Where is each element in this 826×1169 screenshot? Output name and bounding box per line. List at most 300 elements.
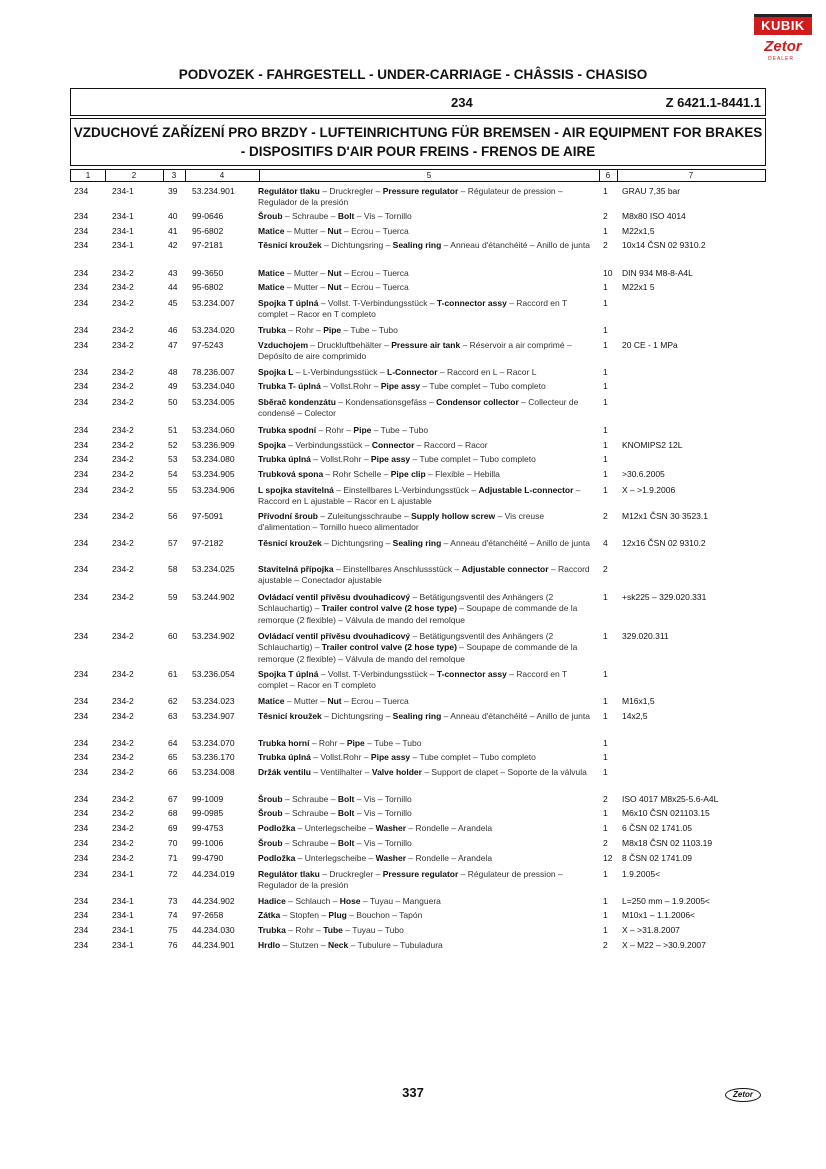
description-german: – Schraube – — [282, 808, 338, 818]
description-german: – Druckluftbehälter – — [308, 340, 392, 350]
col-part-number: 97-5091 — [192, 511, 224, 521]
col-group: 234 — [74, 240, 89, 250]
col-quantity: 1 — [603, 592, 608, 602]
col-quantity: 1 — [603, 325, 608, 335]
col-description — [258, 469, 596, 480]
col-description — [258, 869, 596, 892]
description-english: Valve holder — [371, 767, 422, 777]
description-english: Hose — [339, 896, 361, 906]
col-group: 234 — [74, 511, 89, 521]
col-subgroup: 234-1 — [112, 186, 134, 196]
description-other: – Flexible – Hebilla — [425, 469, 500, 479]
col-part-number: 99-4753 — [192, 823, 224, 833]
description-other: – Vis – Tornillo — [354, 808, 412, 818]
col-subgroup: 234-2 — [112, 823, 134, 833]
col-subgroup: 234-2 — [112, 838, 134, 848]
description-name: Hrdlo — [258, 940, 281, 950]
col-description — [258, 669, 596, 692]
col-part-number: 97-2658 — [192, 910, 224, 920]
description-other: – Support de clapet – Soporte de la válvula — [421, 767, 587, 777]
col-quantity: 1 — [603, 485, 608, 495]
col-part-number: 53.234.040 — [192, 381, 235, 391]
description-english: L-Connector — [387, 367, 438, 377]
kubik-zetor-logo — [754, 14, 812, 64]
description-german: – Betätigungsventil des Anhängers (2 Schlauchartig) – — [258, 631, 554, 653]
col-description — [258, 381, 596, 392]
col-note: 8 ČSN 02 1741.09 — [622, 853, 692, 863]
col-quantity: 1 — [603, 711, 608, 721]
col-group: 234 — [74, 325, 89, 335]
description-other: – Anneau d'étanchéité – Anillo de junta — [441, 538, 590, 548]
col-position: 44 — [168, 282, 178, 292]
col-description — [258, 211, 596, 222]
description-name: Regulátor tlaku — [258, 869, 320, 879]
col-quantity: 2 — [603, 564, 608, 574]
col-part-number: 53.244.902 — [192, 592, 235, 602]
description-name: Těsnicí kroužek — [258, 538, 322, 548]
description-name: Spojka — [258, 440, 286, 450]
description-name: Regulátor tlaku — [258, 186, 320, 196]
col-part-number: 53.234.008 — [192, 767, 235, 777]
description-german: – Ventilhalter – — [310, 767, 372, 777]
description-other: – Ecrou – Tuerca — [341, 226, 409, 236]
col-position: 63 — [168, 711, 178, 721]
description-name: Těsnicí kroužek — [258, 711, 322, 721]
col-note: M22x1,5 — [622, 226, 655, 236]
col-part-number: 78.236.007 — [192, 367, 235, 377]
col-position: 76 — [168, 940, 178, 950]
col-quantity: 2 — [603, 240, 608, 250]
col-description — [258, 564, 596, 587]
col-description — [258, 325, 596, 336]
col-quantity: 1 — [603, 752, 608, 762]
col-part-number: 53.234.060 — [192, 425, 235, 435]
col-note: L=250 mm – 1.9.2005< — [622, 896, 710, 906]
col-description — [258, 592, 596, 626]
col-subgroup: 234-2 — [112, 794, 134, 804]
col-quantity: 4 — [603, 538, 608, 548]
col-position: 43 — [168, 268, 178, 278]
col-note: 10x14 ČSN 02 9310.2 — [622, 240, 706, 250]
description-name: Ovládací ventil přívěsu dvouhadicový — [258, 592, 411, 602]
col-group: 234 — [74, 669, 89, 679]
description-name: Trubka spodní — [258, 425, 317, 435]
col-position: 42 — [168, 240, 178, 250]
column-header: 6 — [599, 170, 618, 181]
col-group: 234 — [74, 298, 89, 308]
col-group: 234 — [74, 340, 89, 350]
col-part-number: 99-1006 — [192, 838, 224, 848]
col-position: 41 — [168, 226, 178, 236]
col-subgroup: 234-2 — [112, 298, 134, 308]
col-note: 12x16 ČSN 02 9310.2 — [622, 538, 706, 548]
col-quantity: 1 — [603, 808, 608, 818]
col-position: 54 — [168, 469, 178, 479]
col-group: 234 — [74, 696, 89, 706]
col-description — [258, 910, 596, 921]
col-subgroup: 234-2 — [112, 696, 134, 706]
col-subgroup: 234-1 — [112, 910, 134, 920]
col-group: 234 — [74, 838, 89, 848]
description-name: Hadice — [258, 896, 286, 906]
description-german: – Unterlegscheibe – — [295, 823, 376, 833]
col-subgroup: 234-2 — [112, 767, 134, 777]
col-position: 70 — [168, 838, 178, 848]
col-quantity: 1 — [603, 367, 608, 377]
col-quantity: 1 — [603, 340, 608, 350]
description-english: Pipe assy — [370, 752, 411, 762]
col-subgroup: 234-1 — [112, 940, 134, 950]
col-part-number: 99-0646 — [192, 211, 224, 221]
col-subgroup: 234-2 — [112, 592, 134, 602]
description-name: Šroub — [258, 211, 283, 221]
col-group: 234 — [74, 454, 89, 464]
col-part-number: 53.234.902 — [192, 631, 235, 641]
description-other: – Tube complet – Tubo completo — [420, 381, 546, 391]
description-english: Pipe assy — [380, 381, 421, 391]
description-other: – Vis – Tornillo — [354, 838, 412, 848]
description-english: Bolt — [337, 838, 355, 848]
col-part-number: 97-5243 — [192, 340, 224, 350]
col-group: 234 — [74, 282, 89, 292]
section-title-line2: - DISPOSITIFS D'AIR POUR FREINS - FRENOS DE AIRE — [240, 144, 596, 159]
col-description — [258, 738, 596, 749]
col-position: 46 — [168, 325, 178, 335]
col-description — [258, 425, 596, 436]
col-quantity: 1 — [603, 669, 608, 679]
col-subgroup: 234-1 — [112, 896, 134, 906]
description-german: – Dichtungsring – — [321, 538, 393, 548]
col-position: 68 — [168, 808, 178, 818]
description-german: – Schraube – — [282, 211, 338, 221]
col-description — [258, 485, 596, 508]
column-header: 2 — [105, 170, 164, 181]
description-german: – Vollst.Rohr – — [310, 752, 371, 762]
description-german: – Rohr – — [309, 738, 347, 748]
column-header: 3 — [163, 170, 186, 181]
zetor-footer-logo: Zetor — [725, 1088, 761, 1102]
col-description — [258, 511, 596, 534]
col-position: 56 — [168, 511, 178, 521]
col-position: 60 — [168, 631, 178, 641]
description-other: – Vis – Tornillo — [354, 794, 412, 804]
col-quantity: 2 — [603, 794, 608, 804]
col-part-number: 53.234.080 — [192, 454, 235, 464]
col-quantity: 1 — [603, 910, 608, 920]
description-german: – Druckregler – — [319, 186, 383, 196]
description-name: Spojka L — [258, 367, 294, 377]
description-other: – Régulateur de pression – Regulador de la presión — [258, 186, 563, 208]
col-position: 74 — [168, 910, 178, 920]
description-other: – Bouchon – Tapón — [346, 910, 423, 920]
description-name: Těsnicí kroužek — [258, 240, 322, 250]
zetor-brand: Zetor — [764, 38, 802, 55]
col-part-number: 53.236.170 — [192, 752, 235, 762]
col-note: X – >1.9.2006 — [622, 485, 676, 495]
col-subgroup: 234-2 — [112, 440, 134, 450]
col-quantity: 1 — [603, 226, 608, 236]
col-quantity: 2 — [603, 838, 608, 848]
description-name: Matice — [258, 268, 285, 278]
col-note: KNOMIPS2 12L — [622, 440, 683, 450]
description-english: Trailer control valve (2 hose type) — [321, 642, 457, 653]
col-position: 39 — [168, 186, 178, 196]
col-quantity: 1 — [603, 381, 608, 391]
description-other: – Régulateur de pression – Regulador de la presión — [258, 869, 563, 891]
col-subgroup: 234-2 — [112, 808, 134, 818]
col-subgroup: 234-1 — [112, 211, 134, 221]
description-other: – Raccord en T complet – Racor en T completo — [258, 669, 567, 691]
description-german: – Verbindungsstück – — [285, 440, 372, 450]
col-note: +sk225 – 329.020.331 — [622, 592, 707, 602]
col-position: 72 — [168, 869, 178, 879]
description-name: Zátka — [258, 910, 281, 920]
col-group: 234 — [74, 564, 89, 574]
col-part-number: 95-6802 — [192, 282, 224, 292]
col-quantity: 1 — [603, 869, 608, 879]
col-group: 234 — [74, 869, 89, 879]
description-name: L spojka stavitelná — [258, 485, 334, 495]
col-group: 234 — [74, 823, 89, 833]
col-subgroup: 234-2 — [112, 397, 134, 407]
col-quantity: 1 — [603, 896, 608, 906]
description-german: – Einstellbares L-Verbindungsstück – — [333, 485, 479, 495]
col-note: 329.020.311 — [622, 631, 669, 641]
col-position: 47 — [168, 340, 178, 350]
description-name: Spojka T úplná — [258, 298, 319, 308]
group-number: 234 — [451, 95, 473, 110]
description-german: – Stutzen – — [280, 940, 328, 950]
description-english: Nut — [327, 268, 342, 278]
col-part-number: 53.234.070 — [192, 738, 235, 748]
col-description — [258, 696, 596, 707]
description-german: – Vollst. T-Verbindungsstück – — [318, 669, 437, 679]
col-subgroup: 234-2 — [112, 631, 134, 641]
col-quantity: 2 — [603, 211, 608, 221]
description-english: Nut — [327, 226, 342, 236]
col-group: 234 — [74, 631, 89, 641]
description-german: – Vollst.Rohr – — [320, 381, 381, 391]
col-group: 234 — [74, 711, 89, 721]
description-other: – Tuyau – Manguera — [360, 896, 441, 906]
col-description — [258, 808, 596, 819]
col-note: 20 CE - 1 MPa — [622, 340, 678, 350]
col-quantity: 1 — [603, 738, 608, 748]
col-position: 64 — [168, 738, 178, 748]
description-german: – Rohr Schelle – — [323, 469, 391, 479]
col-subgroup: 234-2 — [112, 752, 134, 762]
col-part-number: 53.234.005 — [192, 397, 235, 407]
col-position: 45 — [168, 298, 178, 308]
col-part-number: 99-3650 — [192, 268, 224, 278]
description-other: – Raccord en T complet – Racor en T completo — [258, 298, 567, 320]
description-other: – Raccord – Racor — [414, 440, 488, 450]
col-quantity: 1 — [603, 767, 608, 777]
kubik-brand: KUBIK — [754, 14, 812, 35]
description-english: Bolt — [337, 808, 355, 818]
description-english: Plug — [328, 910, 347, 920]
description-other: – Tube complet – Tubo completo — [410, 752, 536, 762]
description-english: Bolt — [337, 794, 355, 804]
col-position: 49 — [168, 381, 178, 391]
description-english: Pipe clip — [390, 469, 426, 479]
col-note: DIN 934 M8-8-A4L — [622, 268, 693, 278]
description-other: – Collecteur de condensé – Colector — [258, 397, 579, 419]
description-english: Pressure regulator — [382, 186, 459, 196]
col-description — [258, 454, 596, 465]
description-name: Trubka horní — [258, 738, 310, 748]
description-name: Držák ventilu — [258, 767, 311, 777]
description-english: T-connector assy — [436, 669, 507, 679]
col-note: M12x1 ČSN 30 3523.1 — [622, 511, 708, 521]
col-part-number: 97-2182 — [192, 538, 224, 548]
description-other: – Anneau d'étanchéité – Anillo de junta — [441, 711, 590, 721]
section-title-box — [70, 118, 766, 166]
col-subgroup: 234-1 — [112, 925, 134, 935]
col-description — [258, 538, 596, 549]
model-code: Z 6421.1-8441.1 — [665, 95, 761, 110]
description-name: Trubka úplná — [258, 752, 311, 762]
description-german: – Zuleitungsschraube – — [317, 511, 412, 521]
col-subgroup: 234-2 — [112, 853, 134, 863]
description-german: – Druckregler – — [319, 869, 383, 879]
col-description — [258, 631, 596, 665]
description-german: – Dichtungsring – — [321, 240, 393, 250]
description-other: – Anneau d'étanchéité – Anillo de junta — [441, 240, 590, 250]
col-part-number: 53.236.054 — [192, 669, 235, 679]
description-german: – Vollst. T-Verbindungsstück – — [318, 298, 437, 308]
col-description — [258, 226, 596, 237]
description-german: – Schlauch – — [285, 896, 340, 906]
column-header-row — [70, 169, 766, 182]
description-english: Nut — [327, 696, 342, 706]
col-note: M22x1 5 — [622, 282, 655, 292]
col-group: 234 — [74, 268, 89, 278]
col-part-number: 53.236.909 — [192, 440, 235, 450]
col-position: 71 — [168, 853, 178, 863]
col-note: X – >31.8.2007 — [622, 925, 680, 935]
description-name: Trubka — [258, 325, 286, 335]
col-note: 6 ČSN 02 1741.05 — [622, 823, 692, 833]
col-quantity: 1 — [603, 696, 608, 706]
col-note: M10x1 – 1.1.2006< — [622, 910, 696, 920]
column-header: 7 — [688, 171, 694, 180]
description-name: Trubka T- úplná — [258, 381, 321, 391]
description-name: Šroub — [258, 808, 283, 818]
col-description — [258, 838, 596, 849]
description-english: Sealing ring — [392, 240, 442, 250]
col-quantity: 1 — [603, 298, 608, 308]
col-position: 50 — [168, 397, 178, 407]
col-subgroup: 234-2 — [112, 669, 134, 679]
description-german: – Rohr – — [285, 325, 324, 335]
col-part-number: 99-1009 — [192, 794, 224, 804]
description-other: – Ecrou – Tuerca — [341, 268, 409, 278]
description-other: – Vis – Tornillo — [354, 211, 412, 221]
description-german: – Schraube – — [282, 794, 338, 804]
col-quantity: 2 — [603, 511, 608, 521]
col-note: >30.6.2005 — [622, 469, 665, 479]
description-english: Pipe — [323, 325, 342, 335]
description-english: Sealing ring — [392, 711, 442, 721]
col-description — [258, 186, 596, 209]
col-group: 234 — [74, 752, 89, 762]
col-position: 67 — [168, 794, 178, 804]
col-position: 62 — [168, 696, 178, 706]
col-subgroup: 234-1 — [112, 240, 134, 250]
col-subgroup: 234-2 — [112, 538, 134, 548]
col-note: M16x1,5 — [622, 696, 655, 706]
column-header: 5 — [259, 170, 600, 181]
col-description — [258, 925, 596, 936]
description-german: – Mutter – — [284, 226, 328, 236]
col-description — [258, 940, 596, 951]
column-header: 1 — [71, 170, 106, 181]
col-subgroup: 234-2 — [112, 738, 134, 748]
col-subgroup: 234-2 — [112, 268, 134, 278]
col-quantity: 1 — [603, 823, 608, 833]
col-part-number: 97-2181 — [192, 240, 224, 250]
col-position: 69 — [168, 823, 178, 833]
col-group: 234 — [74, 738, 89, 748]
description-name: Přívodní šroub — [258, 511, 318, 521]
col-part-number: 53.234.907 — [192, 711, 235, 721]
col-group: 234 — [74, 381, 89, 391]
description-other: – Ecrou – Tuerca — [341, 282, 409, 292]
col-description — [258, 752, 596, 763]
col-quantity: 1 — [603, 454, 608, 464]
col-quantity: 1 — [603, 282, 608, 292]
description-name: Sběrač kondenzátu — [258, 397, 336, 407]
col-position: 48 — [168, 367, 178, 377]
col-group: 234 — [74, 794, 89, 804]
col-group: 234 — [74, 226, 89, 236]
col-part-number: 53.234.901 — [192, 186, 235, 196]
description-english: Adjustable L-connector — [478, 485, 574, 495]
col-subgroup: 234-2 — [112, 511, 134, 521]
description-english: Pipe — [346, 738, 365, 748]
description-german: – Rohr – — [316, 425, 354, 435]
description-german: – Einstellbares Anschlussstück – — [333, 564, 462, 574]
col-part-number: 53.234.906 — [192, 485, 235, 495]
col-subgroup: 234-2 — [112, 425, 134, 435]
description-english: Trailer control valve (2 hose type) — [321, 603, 457, 614]
col-part-number: 44.234.901 — [192, 940, 235, 950]
col-note: ISO 4017 M8x25-5.6-A4L — [622, 794, 719, 804]
description-english: Pipe assy — [370, 454, 411, 464]
description-german: – Mutter – — [284, 696, 328, 706]
description-english: Condensor collector — [436, 397, 519, 407]
col-quantity: 1 — [603, 397, 608, 407]
col-position: 58 — [168, 564, 178, 574]
section-title-line1: VZDUCHOVÉ ZAŘÍZENÍ PRO BRZDY - LUFTEINRICHTUNG FÜR BREMSEN - AIR EQUIPMENT FOR BRAKES — [73, 125, 763, 140]
description-english: Adjustable connector — [461, 564, 549, 574]
col-description — [258, 397, 596, 420]
description-name: Podložka — [258, 823, 296, 833]
col-part-number: 99-4790 — [192, 853, 224, 863]
col-note: M8x18 ČSN 02 1103.19 — [622, 838, 713, 848]
col-description — [258, 711, 596, 722]
description-name: Ovládací ventil přívěsu dvouhadicový — [258, 631, 411, 641]
col-description — [258, 340, 596, 363]
col-description — [258, 298, 596, 321]
col-part-number: 44.234.019 — [192, 869, 235, 879]
description-german: – Unterlegscheibe – — [295, 853, 376, 863]
col-part-number: 44.234.030 — [192, 925, 235, 935]
col-group: 234 — [74, 853, 89, 863]
description-english: Pressure air tank — [391, 340, 461, 350]
col-description — [258, 767, 596, 778]
